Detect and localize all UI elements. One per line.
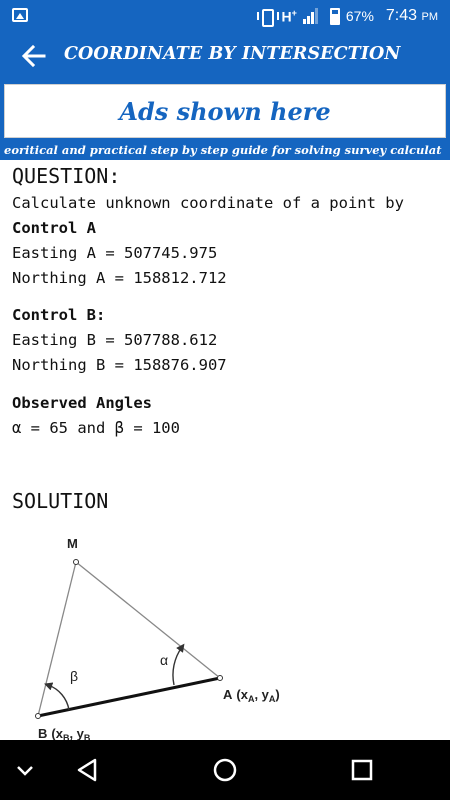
navigation-bar — [0, 740, 450, 800]
label-a: A ($x_A$, $y_A$) — [223, 687, 280, 704]
battery-percent: 67% — [345, 8, 374, 24]
signal-icon — [303, 8, 318, 24]
image-notification-icon — [12, 8, 28, 22]
network-type: H+ — [281, 7, 297, 25]
chevron-down-icon[interactable] — [5, 750, 45, 790]
recents-square-icon[interactable] — [342, 750, 382, 790]
clock: 7:43 PM — [385, 7, 438, 24]
easting-a: Easting A = 507745.975 — [12, 244, 218, 262]
intersection-diagram — [10, 535, 300, 740]
label-beta: β — [70, 668, 79, 684]
point-b-marker — [36, 714, 41, 719]
northing-a: Northing A = 158812.712 — [12, 269, 227, 287]
label-alpha: α — [160, 652, 169, 668]
control-b-label: Control B: — [12, 306, 106, 324]
baseline-a-b — [38, 678, 220, 716]
question-intro: Calculate unknown coordinate of a point by — [12, 194, 404, 212]
line-m-a — [76, 562, 220, 678]
angle-beta-arc — [48, 685, 69, 710]
observed-angles: α = 65 and β = 100 — [12, 419, 180, 437]
angle-alpha-arc — [173, 647, 182, 685]
angles-label: Observed Angles — [12, 394, 152, 412]
easting-b: Easting B = 507788.612 — [12, 331, 218, 349]
ad-banner[interactable] — [4, 84, 446, 138]
home-circle-icon[interactable] — [205, 750, 245, 790]
status-indicators — [257, 0, 438, 32]
solution-heading: SOLUTION — [12, 489, 109, 513]
ad-text: Ads shown here — [119, 97, 331, 126]
marquee-ticker: eoritical and practical step by step guide for solving survey calculat — [4, 143, 442, 157]
app-bar — [0, 32, 450, 80]
label-m: M — [67, 536, 78, 551]
question-heading: QUESTION: — [12, 164, 121, 188]
page-title: COORDINATE BY INTERSECTION — [64, 44, 401, 64]
battery-icon — [330, 8, 340, 25]
point-m-marker — [74, 560, 79, 565]
point-a-marker — [218, 676, 223, 681]
vibrate-icon — [257, 8, 275, 24]
label-b: B ($x_B$, $y_B$ — [38, 726, 91, 740]
ad-area — [0, 80, 450, 160]
arrow-back-icon[interactable] — [18, 40, 50, 72]
status-bar — [0, 0, 450, 32]
northing-b: Northing B = 158876.907 — [12, 356, 227, 374]
control-a-label: Control A — [12, 219, 96, 237]
line-m-b — [38, 562, 79, 716]
back-triangle-icon[interactable] — [68, 750, 108, 790]
